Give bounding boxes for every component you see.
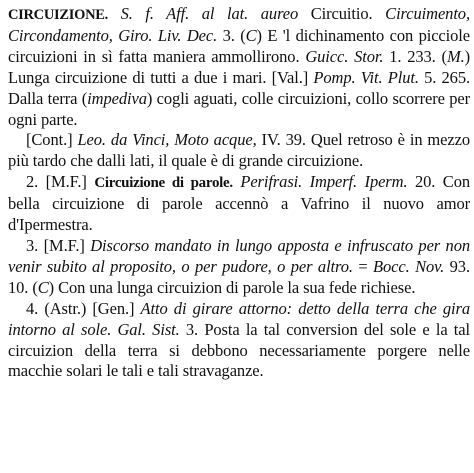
quotation-text: ) E 'l dichinamento con picciole circuizioni in sì fatta maniera ammollirono.: [8, 25, 470, 66]
quotation-text: 3. Posta la tal conversion del sole e la tal circuizion della terra si debbono necessariamente porgere nelle macchie solari le tali e tali stravaganze.: [8, 319, 470, 381]
entry-sense-2: [8, 172, 470, 236]
definition-and-source: Perifrasi. Imperf. Iperm.: [240, 172, 408, 192]
text-run: [108, 4, 121, 23]
source-mark: M.: [446, 46, 465, 66]
quotation-text: IV. 39. Quel retroso è in mezzo più tardo che dalli lati, il quale è di grande circuizione.: [8, 130, 470, 171]
definition-and-source: Atto di girare attorno: detto della terra che gira intorno al sole. Gal. Sist.: [8, 298, 470, 339]
sense-number: 2. [M.F.]: [26, 172, 95, 192]
definition: Discorso mandato in lungo apposta e infruscato per non venir subito al proposito, o per pudore, o per altro.: [8, 235, 470, 276]
synonyms-and-source: Circuimento, Circondamento, Giro. Liv. Dec.: [8, 4, 470, 45]
source-citation: Bocc. Nov.: [373, 256, 445, 276]
quotation-text: 20. Con bella circuizione di parole accennò a Vafrino il nuovo amor d'Ipermestra.: [8, 172, 470, 235]
source-citation: Guicc. Stor.: [305, 46, 384, 66]
source-citation: Leo. da Vinci, Moto acque,: [77, 130, 257, 150]
text-run: =: [352, 256, 374, 276]
entry-sense-4: [8, 299, 470, 383]
text-run: 93. 10. (: [8, 256, 470, 297]
quotation-text: ) Con una lunga circuizion di parole la sua fede richiese.: [48, 277, 416, 297]
quotation-text: ) Lunga circuizione di tutti a due i mari. [Val.]: [8, 46, 471, 87]
phrase-heading: Circuizione di parole.: [94, 175, 233, 192]
sense-number: 4. (Astr.) [Gen.]: [26, 298, 141, 318]
sense-number: 3. [M.F.]: [26, 235, 91, 255]
quotation-text: 5. 265. Dalla terra (: [8, 67, 470, 108]
grammar-label: S. f. Aff. al lat. aureo: [120, 4, 299, 23]
entry-paragraph-2: [8, 130, 470, 172]
entry-paragraph-1: [8, 4, 470, 130]
text-run: 3. (: [217, 25, 246, 45]
source-citation: Pomp. Vit. Plut.: [313, 67, 419, 87]
italic-word: impediva: [87, 88, 147, 108]
text-run: Circuitio.: [298, 4, 386, 23]
text-run: 1. 233. (: [383, 46, 447, 66]
source-mark: C: [37, 277, 49, 297]
headword: CIRCUIZIONE.: [8, 7, 108, 23]
source-mark: C: [245, 25, 257, 45]
entry-sense-3: [8, 236, 470, 299]
quotation-text: ) cogli aguati, colle circuizioni, collo scorrere per ogni parte.: [8, 88, 470, 129]
text-run: [Cont.]: [26, 130, 78, 150]
